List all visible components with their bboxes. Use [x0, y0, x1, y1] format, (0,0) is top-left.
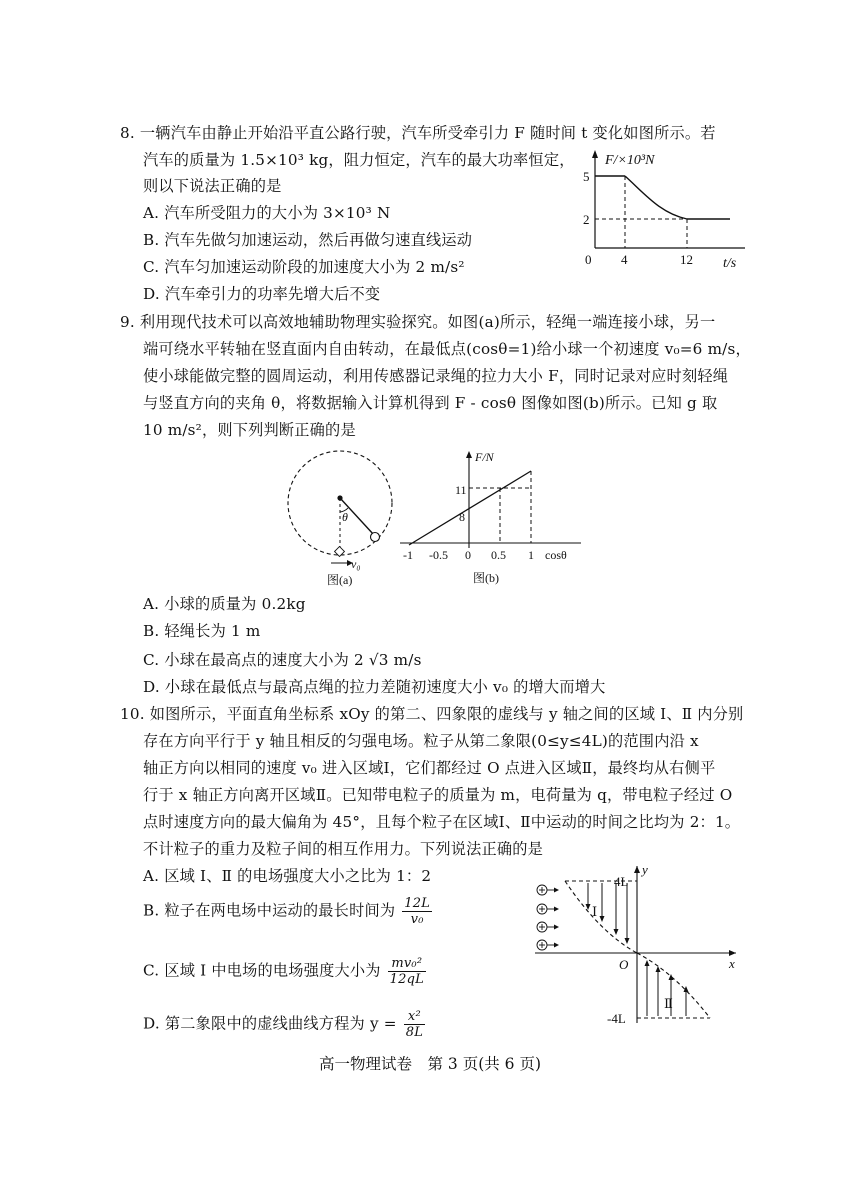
- q10-fig-minus4L: -4L: [607, 1011, 626, 1026]
- page-footer: 高一物理试卷 第 3 页(共 6 页): [318, 1055, 542, 1073]
- q9-fig-b-y8: 8: [459, 510, 465, 524]
- q10-fig-x-label: x: [729, 956, 735, 971]
- q9-fig-b-xlabel: cosθ: [545, 548, 567, 562]
- q8-stem-line1: 8. 一辆汽车由静止开始沿平直公路行驶，汽车所受牵引力 F 随时间 t 变化如图所示。若: [120, 124, 716, 142]
- q9-fig-a-caption: 图(a): [327, 573, 353, 587]
- q10-option-d-text: D. 第二象限中的虚线曲线方程为 y =: [143, 1014, 397, 1033]
- q10-option-d-fraction: $\frac{\text{x²}}{8L}$: [405, 1009, 424, 1040]
- q9-fig-b-caption: 图(b): [473, 571, 499, 585]
- q8-option-d: D. 汽车牵引力的功率先增大后不变: [143, 285, 381, 303]
- q10-stem-line1: 10. 如图所示，平面直角坐标系 xOy 的第二、四象限的虚线与 y 轴之间的区域 Ⅰ、Ⅱ 内分别: [120, 705, 744, 723]
- q10-option-d: [143, 1009, 427, 1040]
- q8-stem-line2: 汽车的质量为 1.5×10³ kg，阻力恒定，汽车的最大功率恒定，: [143, 151, 575, 169]
- q8-graph-y5: 5: [583, 169, 590, 184]
- q9-stem-line5: 10 m/s²，则下列判断正确的是: [143, 421, 356, 439]
- q9-option-b: B. 轻绳长为 1 m: [143, 622, 261, 640]
- q8-force-time-graph: [575, 148, 745, 278]
- q10-option-b-text: B. 粒子在两电场中运动的最长时间为: [143, 901, 396, 920]
- q9-fig-b-x1: 1: [528, 548, 534, 562]
- q9-stem-line1: 9. 利用现代技术可以高效地辅助物理实验探究。如图(a)所示，轻绳一端连接小球，另一: [120, 313, 716, 331]
- q10-option-a: A. 区域 Ⅰ、Ⅱ 的电场强度大小之比为 1：2: [143, 867, 432, 885]
- q10-option-c-text: C. 区域 Ⅰ 中电场的电场强度大小为: [143, 961, 381, 980]
- q9-fig-b-x05: 0.5: [491, 548, 506, 562]
- q10-field-figure: [530, 858, 740, 1028]
- q8-option-a: A. 汽车所受阻力的大小为 3×10³ N: [143, 204, 391, 222]
- q9-fig-b-xm05: -0.5: [429, 548, 448, 562]
- q9-option-c: C. 小球在最高点的速度大小为 2 √3 m/s: [143, 651, 422, 669]
- q8-option-c: C. 汽车匀加速运动阶段的加速度大小为 2 m/s²: [143, 258, 465, 276]
- q9-fig-b-xm1: -1: [403, 548, 413, 562]
- q10-option-b-fraction: $\frac{12L}{\text{v₀}}$: [404, 896, 431, 927]
- q8-graph-y2: 2: [583, 212, 590, 227]
- q10-fig-origin: O: [619, 957, 629, 972]
- q9-stem-line3: 使小球能做完整的圆周运动，利用传感器记录绳的拉力大小 F，同时记录对应时刻轻绳: [143, 367, 729, 385]
- q10-option-b: [143, 896, 434, 927]
- q10-fig-region2: Ⅱ: [664, 996, 673, 1011]
- q10-fig-region1: Ⅰ: [592, 904, 598, 919]
- q9-fig-a-theta: θ: [342, 510, 348, 524]
- q8-stem-line3: 则以下说法正确的是: [143, 177, 282, 195]
- q9-fig-b-y11: 11: [455, 483, 467, 497]
- q10-stem-line5: 点时速度方向的最大偏角为 45°，且每个粒子在区域Ⅰ、Ⅱ中运动的时间之比均为 2：1。: [143, 813, 741, 831]
- q8-graph-ylabel: F/×10³N: [605, 153, 655, 168]
- q9-stem-line2: 端可绕水平转轴在竖直面内自由转动，在最低点(cosθ=1)给小球一个初速度 v₀=6 m/s，: [143, 340, 751, 358]
- q8-option-b: B. 汽车先做匀加速运动，然后再做匀速直线运动: [143, 231, 473, 249]
- q9-fig-a-v0: v₀: [351, 557, 361, 571]
- q9-option-d: D. 小球在最低点与最高点绳的拉力差随初速度大小 v₀ 的增大而增大: [143, 678, 606, 696]
- q10-stem-line3: 轴正方向以相同的速度 v₀ 进入区域Ⅰ，它们都经过 O 点进入区域Ⅱ，最终均从右侧平: [143, 759, 716, 777]
- q9-stem-line4: 与竖直方向的夹角 θ，将数据输入计算机得到 F - cosθ 图像如图(b)所示。已知 g 取: [143, 394, 718, 412]
- q8-graph-x12: 12: [680, 252, 693, 267]
- q10-option-c: [143, 956, 428, 987]
- q9-figure-b: [395, 448, 585, 588]
- q9-fig-b-x0: 0: [465, 548, 471, 562]
- q9-option-a: A. 小球的质量为 0.2kg: [143, 595, 306, 613]
- q9-figure-a: [285, 448, 395, 588]
- q8-graph-x4: 4: [621, 252, 628, 267]
- q10-stem-line2: 存在方向平行于 y 轴且相反的匀强电场。粒子从第二象限(0≤y≤4L)的范围内沿 x: [143, 732, 699, 750]
- q9-fig-b-ylabel: F/N: [475, 450, 494, 464]
- q10-stem-line4: 行于 x 轴正方向离开区域Ⅱ。已知带电粒子的质量为 m，电荷量为 q，带电粒子经过 O: [143, 786, 733, 804]
- q10-fig-y-label: y: [642, 862, 648, 877]
- q10-stem-line6: 不计粒子的重力及粒子间的相互作用力。下列说法正确的是: [143, 840, 544, 858]
- q10-option-c-fraction: $\frac{\text{mv₀²}}{12qL}$: [389, 956, 424, 987]
- q8-graph-x0: 0: [585, 252, 592, 267]
- q8-graph-xlabel: t/s: [723, 256, 737, 271]
- q10-fig-4L: 4L: [614, 874, 629, 889]
